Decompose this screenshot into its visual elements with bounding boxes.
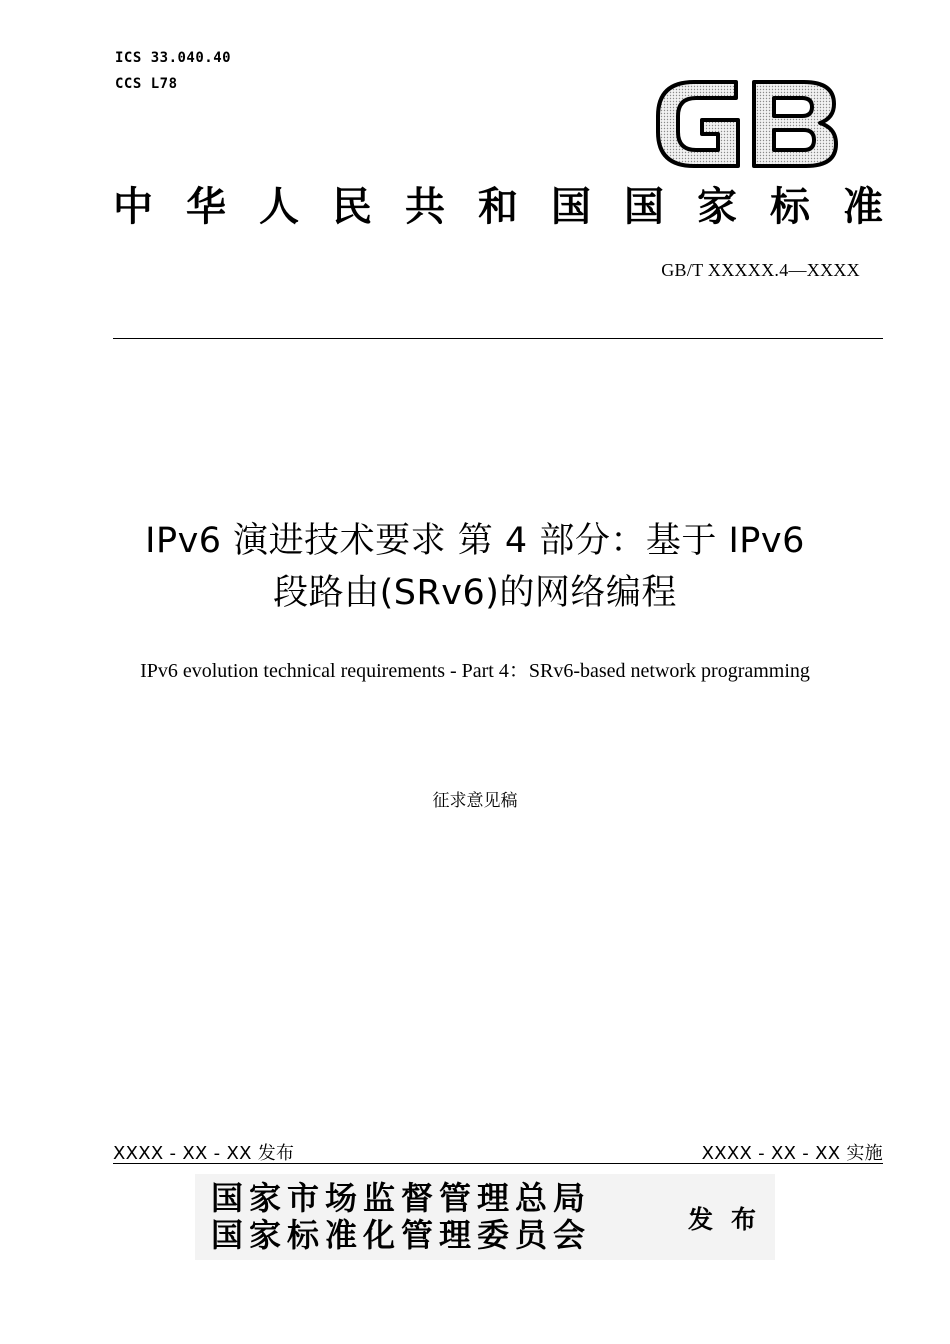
country-title-char: 和 — [478, 183, 518, 230]
country-title-char: 民 — [332, 183, 372, 230]
country-title-char: 准 — [843, 183, 883, 230]
issue-date: XXXX - XX - XX 发布 — [113, 1143, 295, 1164]
chinese-title — [60, 515, 890, 619]
country-title-char: 国 — [551, 183, 591, 230]
country-title-char: 华 — [186, 183, 226, 230]
issuing-authorities-block — [195, 1174, 775, 1260]
standard-number: GB/T XXXXX.4—XXXX — [661, 260, 860, 280]
country-title-char: 共 — [405, 183, 445, 230]
authority-samr: 国家市场监督管理总局 — [211, 1179, 592, 1217]
draft-status-label: 征求意见稿 — [432, 791, 518, 811]
footer-divider — [113, 1163, 883, 1164]
country-title-char: 家 — [697, 183, 737, 230]
implementation-date: XXXX - XX - XX 实施 — [701, 1143, 883, 1164]
publish-label: 发布 — [688, 1205, 775, 1234]
english-title: IPv6 evolution technical requirements - Part 4：SRv6-based network programming — [140, 660, 810, 682]
chinese-title-line-1: IPv6 演进技术要求 第 4 部分：基于 IPv6 — [145, 521, 805, 561]
ccs-code: CCS L78 — [115, 76, 178, 92]
country-standard-title — [113, 182, 883, 232]
country-title-char: 人 — [259, 183, 299, 230]
country-title-char: 中 — [113, 183, 153, 230]
country-title-char: 标 — [770, 183, 810, 230]
ics-code: ICS 33.040.40 — [115, 50, 232, 66]
chinese-title-line-2: 段路由(SRv6)的网络编程 — [273, 573, 677, 613]
authority-sac: 国家标准化管理委员会 — [211, 1216, 592, 1254]
gb-logo — [654, 76, 840, 172]
header-divider — [113, 338, 883, 339]
country-title-char: 国 — [624, 183, 664, 230]
